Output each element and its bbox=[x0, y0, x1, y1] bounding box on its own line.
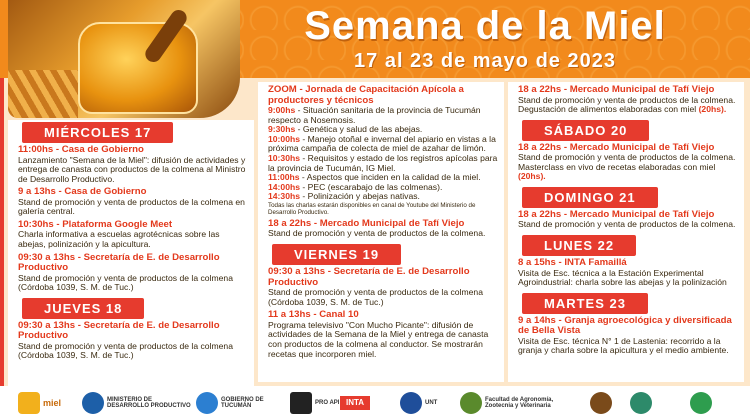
event-description: Stand de promoción y venta de productos de la colmena. bbox=[268, 228, 486, 239]
event-heading: 18 a 22hs - Mercado Municipal de Tafí Viejo bbox=[268, 217, 465, 229]
unt-logo: UNT bbox=[400, 389, 437, 417]
event-block bbox=[8, 145, 254, 184]
sponsor-logo-strip bbox=[0, 386, 750, 420]
event-block bbox=[508, 143, 744, 182]
event-block bbox=[508, 258, 744, 288]
talk-item: 10:00hs - Manejo otoñal e invernal del apiario en vistas a la próxima campaña de colecta de miel de azahar de limón. bbox=[268, 133, 496, 154]
event-heading: 11 a 13hs - Canal 10 bbox=[268, 309, 359, 321]
faculty-logo: Facultad de Agronomía, Zootecnia y Veterinaria bbox=[460, 389, 570, 417]
event-description: Stand de promoción y venta de productos de la colmena. bbox=[518, 219, 736, 230]
event-block bbox=[8, 253, 254, 293]
event-description: Visita de Esc. técnica a la Estación Experimental Agroindustrial: charla sobre las abejas y la polinización bbox=[518, 267, 727, 288]
bee-icon bbox=[290, 392, 312, 414]
zoom-training-block bbox=[258, 85, 504, 216]
day-header-sunday: DOMINGO 21 bbox=[522, 187, 658, 208]
gobierno-tucuman-logo: GOBIERNO DE TUCUMÁN bbox=[196, 389, 281, 417]
talk-item: 14:30hs - Polinización y abejas nativas. bbox=[268, 191, 420, 202]
event-block bbox=[258, 267, 504, 307]
shield-icon bbox=[82, 392, 104, 414]
event-heading: 18 a 22hs - Mercado Municipal de Tafí Viejo bbox=[518, 141, 715, 153]
talk-item: 9:00hs - Situación sanitaria de la provincia de Tucumán respecto a Nosemosis. bbox=[268, 105, 481, 125]
event-block bbox=[8, 187, 254, 217]
event-heading: ZOOM - Jornada de Capacitación Apícola a productores y técnicos bbox=[268, 84, 464, 106]
schedule-column-1 bbox=[8, 120, 254, 388]
youtube-note: Todas las charlas estarán disponibles en canal de Youtube del Ministerio de Desarrollo Productivo. bbox=[268, 201, 476, 216]
crest-icon bbox=[690, 392, 712, 414]
schedule-column-3 bbox=[508, 82, 744, 382]
event-description: Stand de promoción y venta de productos de la colmena (Córdoba 1039, S. M. de Tuc.) bbox=[18, 272, 233, 293]
page-subtitle-dates: 17 al 23 de mayo de 2023 bbox=[354, 50, 616, 72]
event-description: Stand de promoción y venta de productos de la colmena (Córdoba 1039, S. M. de Tuc.) bbox=[268, 287, 483, 307]
event-heading: 09:30 a 13hs - Secretaría de E. de Desarrollo Productivo bbox=[18, 319, 220, 342]
crest-icon bbox=[590, 392, 612, 414]
event-block bbox=[258, 310, 504, 359]
event-description: Programa televisivo "Con Mucho Picante": difusión de actividades de la Semana de la Miel y entrega de canasta con productos de la colmena al conductor. Se mostrarán recetas que incorporen miel. bbox=[268, 319, 489, 359]
ministry-logo: MINISTERIO DE DESARROLLO PRODUCTIVO bbox=[82, 389, 192, 417]
event-description: Stand de promoción y venta de productos de la colmena. Masterclass en vivo de recetas elaboradas con miel (20hs). bbox=[518, 152, 736, 182]
crest-icon bbox=[630, 392, 652, 414]
event-block bbox=[8, 220, 254, 250]
day-header-saturday: SÁBADO 20 bbox=[522, 120, 649, 141]
partner-logo bbox=[630, 389, 652, 417]
talk-item: 11:00hs - Aspectos que inciden en la calidad de la miel. bbox=[268, 172, 481, 183]
schedule-column-2 bbox=[258, 82, 504, 382]
talk-item: 10:30hs - Requisitos y estado de los registros apícolas para la provincia de Tucumán, IG Miel. bbox=[268, 152, 498, 173]
sun-emblem-icon bbox=[196, 392, 218, 414]
event-heading: 09:30 a 13hs - Secretaría de E. de Desarrollo Productivo bbox=[18, 251, 220, 274]
event-description: Stand de promoción y venta de productos de la colmena (Córdoba 1039, S. M. de Tuc.) bbox=[18, 340, 233, 361]
talk-item: 9:30hs - Genética y salud de las abejas. bbox=[268, 124, 423, 135]
event-heading: 18 a 22hs - Mercado Municipal de Tafí Viejo bbox=[518, 84, 715, 95]
event-block bbox=[8, 321, 254, 361]
event-description: Lanzamiento "Semana de la Miel": difusión de actividades y entrega de canasta con productos de la colmena al Ministro de Desarrollo Productivo. bbox=[18, 154, 246, 184]
day-header-monday: LUNES 22 bbox=[522, 235, 636, 256]
event-description: Charla informativa a escuelas agrotécnicas sobre las abejas, polinización y la apicultura. bbox=[18, 229, 220, 250]
event-heading: 9 a 13hs - Casa de Gobierno bbox=[18, 186, 147, 198]
university-crest-icon bbox=[400, 392, 422, 414]
proapi-logo: PRO API bbox=[290, 389, 339, 417]
partner-logo bbox=[690, 389, 712, 417]
event-block bbox=[258, 219, 504, 239]
event-heading: 18 a 22hs - Mercado Municipal de Tafí Viejo bbox=[518, 208, 715, 220]
honey-jar-image bbox=[8, 0, 240, 118]
event-block bbox=[508, 85, 744, 115]
leaf-icon bbox=[460, 392, 482, 414]
event-block bbox=[508, 316, 744, 356]
partner-logo bbox=[590, 389, 612, 417]
jar-icon bbox=[78, 22, 198, 114]
day-header-tuesday: MARTES 23 bbox=[522, 293, 648, 314]
day-header-thursday: JUEVES 18 bbox=[22, 298, 144, 319]
inta-logo: INTA bbox=[340, 389, 370, 417]
talk-item: 14:00hs - PEC (escarabajo de las colmenas). bbox=[268, 181, 443, 192]
day-header-friday: VIERNES 19 bbox=[272, 244, 401, 265]
event-heading: 11:00hs - Casa de Gobierno bbox=[18, 144, 144, 155]
event-heading: 9 a 14hs - Granja agroecológica y diversificada de Bella Vista bbox=[518, 314, 732, 337]
event-description: Stand de promoción y venta de productos de la colmena. Degustación de alimentos elaboradas con miel (20hs). bbox=[518, 94, 736, 115]
honeycomb-icon bbox=[18, 392, 40, 414]
event-description: Visita de Esc. técnica N° 1 de Lastenia: recorrido a la granja y charla sobre la apicultura y el medio ambiente. bbox=[518, 335, 729, 356]
event-heading: 09:30 a 13hs - Secretaría de E. de Desarrollo Productivo bbox=[268, 266, 470, 288]
event-description: Stand de promoción y venta de productos de la colmena en galería central. bbox=[18, 196, 245, 217]
left-accent-bar bbox=[0, 78, 4, 386]
event-heading: 10:30hs - Plataforma Google Meet bbox=[18, 218, 173, 230]
event-block bbox=[508, 210, 744, 230]
page-title: Semana de la Miel bbox=[304, 4, 666, 48]
day-header-wednesday: MIÉRCOLES 17 bbox=[22, 122, 173, 143]
honeycomb-image bbox=[8, 70, 78, 118]
miel-logo: miel bbox=[18, 389, 61, 417]
event-heading: 8 a 15hs - INTA Famaillá bbox=[518, 257, 627, 269]
